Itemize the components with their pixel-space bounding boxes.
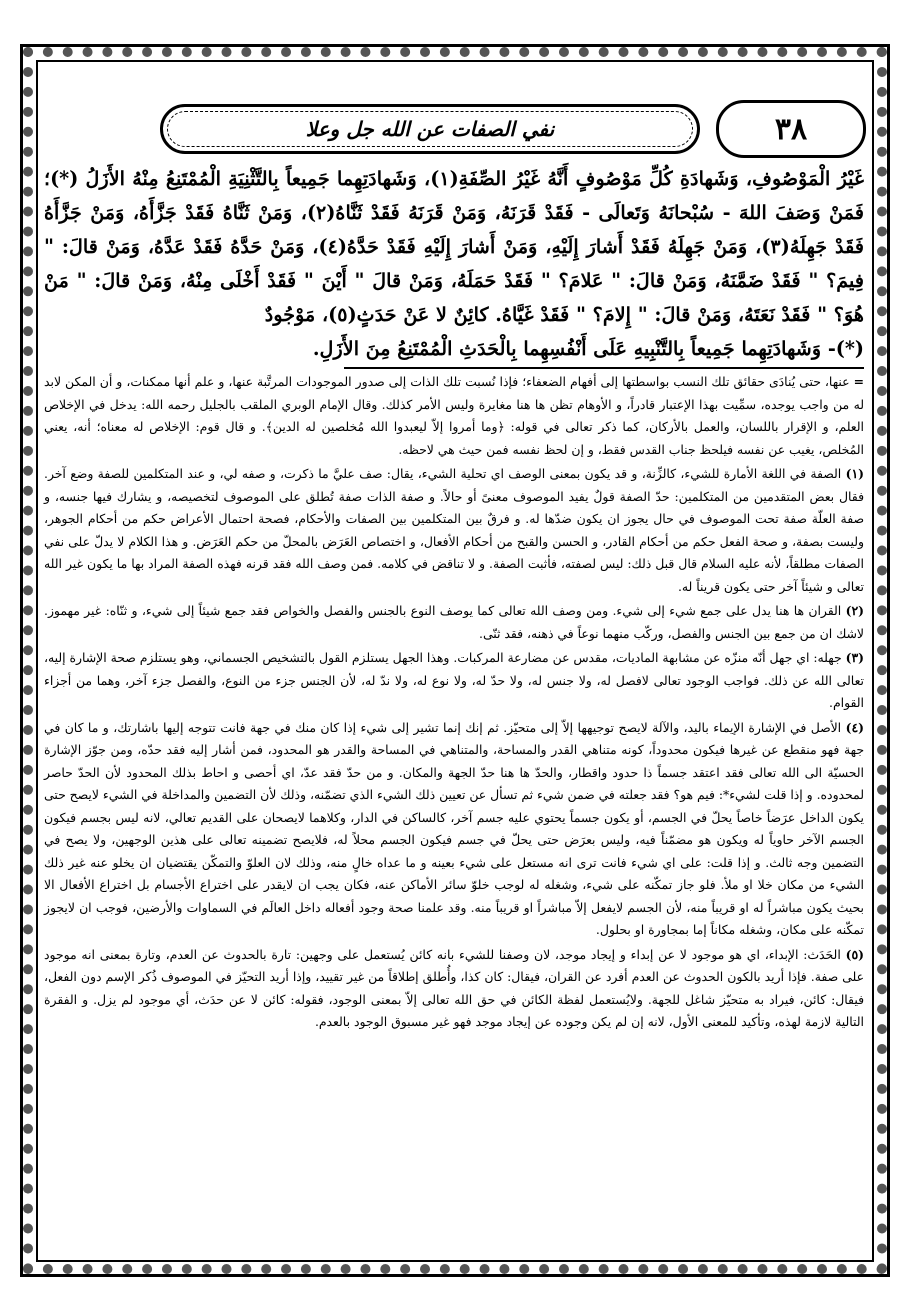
footnote-separator: [344, 367, 864, 369]
footnote-1: [44, 463, 864, 598]
footnote-5: [44, 944, 864, 1034]
page-content: [44, 162, 864, 1036]
footnote-number: (٤): [845, 719, 864, 735]
footnote-text: جهله: اي جهل أنّه منزّه عن مشابهة الماديات، مقدس عن مضارعة المركبات. وهذا الجهل يستلزم القول بالتشخيص الجسماني، وهو يستلزم صحة الإشارة إليه، تعالى الله عن ذلك. فواجب الوجود تعالى لافصل له، ولا جنس له، ولا حدّ له، ولا نوع له، ولا ندّ له، لأن الجنس جزء من النوع، والفصل جزء آخر، وهما من أجزاء القوام.: [44, 650, 864, 710]
footnote-text: عنها، حتى يُنادَى حقائق تلك النسب بواسطتها إلى أفهام الضعفاء؛ فإذا نُسبت تلك الذات إلى صدور الموجودات المرتَّبة عنها، و علم أنها ممكنات، و أن المكن لابد له من واجب يوجده، سمِّيت بهذا الإعتبار قادراً، و الأوهام تظن ها هنا مغايرة وليس الأمر كذلك. وقال الإمام الوبري الملقب بالجليل رحمه الله: يدخل في الإخلاص العلم، و الإقرار باللسان، والعمل بالأركان، كما ذكر تعالى في قوله: ﴿وما أمروا إلاّ ليعبدوا الله مُخلصين له الدين﴾. و قال قوم: الإخلاص له معناه؛ أنه، يعني المُخلص، يغيب عن نفسه فيلحظ جناب القدس فقط، و إن لحظ نفسه فمن حيث هي لاحظه.: [44, 374, 864, 457]
header-title: نفي الصفات عن الله جل وعلا: [305, 117, 555, 141]
footnote-text: القران ها هنا يدل على جمع شيء إلى شيء. ومن وصف الله تعالى كما يوصف النوع بالجنس والفصل والخواص فقد جمع شيئاً إلى شيء، و ثنّاه: غير مهموز. لاشك ان من جمع بين الجنس والفصل، وركّب منهما نوعاً في ذهنه، فقد ثنّى.: [44, 603, 864, 641]
running-header: [160, 104, 700, 154]
footnote-4: [44, 717, 864, 942]
footnote-continuation: [44, 371, 864, 461]
footnote-number: =: [853, 374, 864, 389]
footnote-number: (٢): [845, 603, 864, 618]
footnote-text: الحَدَث: الإبداء، اي هو موجود لا عن إبداء و إيجاد موجد، لان وصفنا للشيء بانه كائن يُستعمل على وجهين: تارة بالحدوث عن العدم، وتارة بمعنى انه موجود على صفة. فإذا أريد بالكون الحدوث عن العدم أفرد عن القران، فيقال: كان كذا، وأُطلق إطلاقاً من غير تقييد، وإذا أريد التحيّز في الموصوف ذُكر الإسم دون الفعل، فيقال: كائن، فيراد به متحيّز شاغل للجهة. ولايُستعمل لفظة الكائن في حق الله تعالى إلاّ بمعنى الوجود، فقوله: كائن لا عن حدَث، أي موجود لم يزل. و الفقرة التالية لازمة لهذه، وتأكيد للمعنى الأول، لانه إن لم يكن وجوده عن إيجاد موجد فهو غير مسبوق الوجود بالعدم.: [44, 946, 864, 1029]
footnote-text: الأصل في الإشارة الإيماء باليد، والآلة لايصح توجيهها إلاّ إلى متحيّز. ثم إنك إنما تشير إلى شيء إذا كان منك في جهة فانت تتوجه إليها باشارتك، و ما كان في جهة فهو منقطع عن غيرها فيكون محدوداً، كونه متناهي القدر والمساحة، والمتناهي في المساحة والقدر هو المحدود، فمن أشار إليه فقد حدّه، ومن جوّز الإشارة الحسيّة الى الله تعالى فقد اعتقد جسماً ذا حدود واقطار، والحدّ ها هنا حدّ الجهة والمكان. و من حدّ فقد عدّ، اي أحصى و احاط بذلك المحدود لأن الحدّ حاصر لمحدوده. و إذا قلت لشيء*: فيم هو؟ فقد جعلته في ضمن شيء ثم تسأل عن تعيين ذلك الشيء الذي تضمّنه، وذلك لأن التضمين والمداخلة في الشيء لايصح حتى يكون الداخل عرَضاً خاصاً يحلّ في الجسم، أو يكون جسماً يحتوي عليه جسم آخر، كالساكن في الدار، وكلاهما لايصحان على القديم تعالي، لانه ليس بجسم فيكون الجسم الآخر حاوياً له ويكون هو مضمّناً فيه، وليس بعرَض حتى يحلّ في جسم فيكون الجسم محلاً له، فلايصح تضمينه تعالى على هذين الوجهين، ولا يصح في التضمين وجه ثالث. و إذا قلت: على اي شيء فانت ترى انه مستعل على شيء بعينه و ما عداه خالٍ منه، وذلك لان العلوّ والتمكّن يقتضيان ان يخلو عنه غير ذلك الشيء من مكان خلا او ملأ. فلو جاز تمكّنه على شيء، وشغله له لوجب خلوّ سائر الأماكن عنه، فكان يجب ان لايقدر على اختراع الأجسام بل اختراع الأفعال الا بحيث يكون مباشراً له او قريباً منه، لأن الجسم لايفعل إلاّ مباشراً او قريباً منه. وقد علمنا صحة وجود أفعاله داخل العالَم في السماوات والأرضين، فوجب ان لايجوز تمكّنه على مكان، وشغله مكاناً إما بمجاورة او بحلول.: [44, 719, 864, 937]
star-note: (*)- وَشَهادَتِهِما جَمِيعاً بِالتَّنْبِيهِ عَلَى أَنْفُسِهِما بِالْحَدَثِ الْمُمْتَنِعُ مِنَ الأَزَلِ.: [312, 337, 864, 360]
footnote-text: الصفة في اللغة الأمارة للشيء، كالزِّنة، و قد يكون بمعنى الوصف اي تحلية الشيء، يقال: صف عليَّ ما ذكرت، و صفه لي، و عند المتكلمين للصفة وضع آخر. فقال بعض المتقدمين من المتكلمين: حدّ الصفة قولٌ يفيد الموصوف معنىً أو حالاً. و صفة الذات صفة تُطلق على الموصوف لتخصيصه، و يشارك فيها جنسه، و صفة العلّة صفة تحت الموصوف في حال يجوز ان يكون ضدّها له. و فرقٌ بين المتكلمين بين الصفات والأحكام، فصحة احتمال الأعراض حكم من أحكام الجوهر، وليست بصفة، و صحة الفعل حكم من أحكام القادر، و الحسن والقبح من أحكام الأفعال، و اختصاص العَرَض بالمحلّ من حكم العَرَض. و هذا الكلام لا يدلّ على نفي الصفات مطلقاً، لأنه عليه السلام قال قبل ذلك: ليس لصفته، فأثبت الصفة. و لا تناقض في كلامه. فمن وصف الله فقد قرنه فهذه الصفة المراد بها ما يكون غير الله تعالى و شيئاً آخر حتى يكون قريناً له.: [44, 466, 864, 594]
footnote-2: [44, 600, 864, 645]
footnote-number: (١): [845, 466, 864, 481]
footnote-number: (٥): [845, 946, 864, 962]
page-number-box: [716, 100, 866, 158]
footnote-number: (٣): [845, 650, 864, 665]
main-text: غَيْرُ الْمَوْصُوفِ، وَشَهادَةِ كُلِّ مَوْصُوفٍ أَنَّهُ غَيْرُ الصِّفَةِ(١)، وَشَهادَتِهِما جَمِيعاً بِالتَّثْنِيَةِ الْمُمْتَنِعُ مِنْهُ الأَزَلُ (*)؛ فَمَنْ وَصَفَ اللهَ - سُبْحانَهُ وَتَعالَى - فَقَدْ قَرَنَهُ، وَمَنْ قَرَنَهُ فَقَدْ ثَنَّاهُ(٢)، وَمَنْ ثَنَّاهُ فَقَدْ جَزَّأَهُ، وَمَنْ جَزَّأَهُ فَقَدْ جَهِلَهُ(٣)، وَمَنْ جَهِلَهُ فَقَدْ أَشارَ إِلَيْهِ، وَمَنْ أَشارَ إِلَيْهِ فَقَدْ حَدَّهُ(٤)، وَمَنْ حَدَّهُ فَقَدْ عَدَّهُ، وَمَنْ قالَ: " فِيمَ؟ " فَقَدْ ضَمَّنَهُ، وَمَنْ قالَ: " عَلامَ؟ " فَقَدْ حَمَلَهُ، وَمَنْ قالَ " أَيْنَ " فَقَدْ أَخْلَى مِنْهُ، وَمَنْ قالَ: " مَنْ هُوَ؟ " فَقَدْ نَعَتَهُ، وَمَنْ قالَ: " إِلامَ؟ " فَقَدْ غَيَّاهُ. كائِنٌ لا عَنْ حَدَثٍ(٥)، مَوْجُودٌ: [44, 167, 865, 326]
footnote-3: [44, 647, 864, 715]
page-number: ٣٨: [774, 111, 808, 147]
